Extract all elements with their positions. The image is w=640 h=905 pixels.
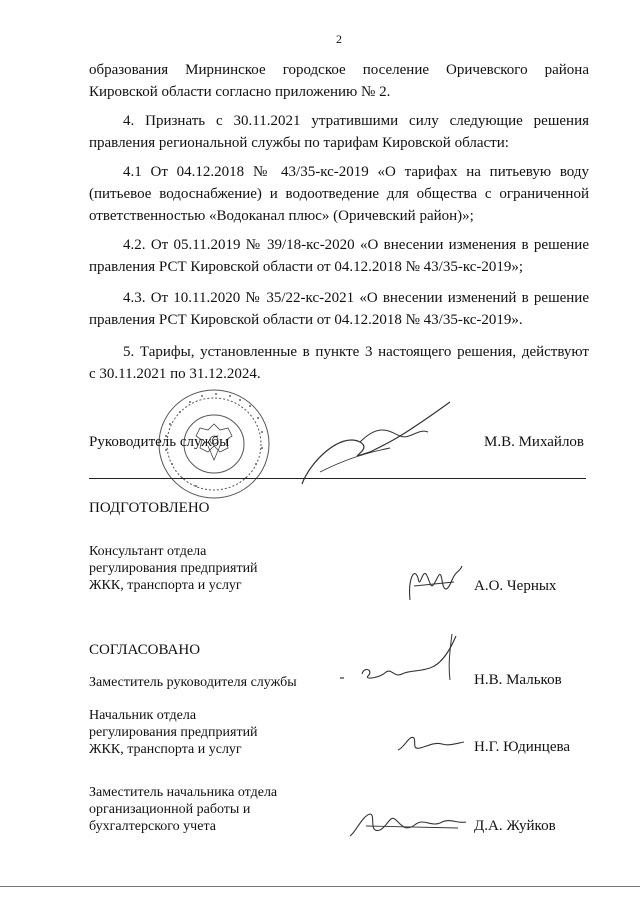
paragraph-3-line-2: (питьевое водоснабжение) и водоотведение для общества с ограниченной — [89, 186, 589, 202]
head-position: Руководитель службы — [89, 434, 230, 450]
paragraph-2-line-2: правления региональной службы по тарифам Кировской области: — [89, 135, 509, 151]
head-signature — [300, 392, 460, 492]
agreed-entry-3-position-line-3: бухгалтерского учета — [89, 819, 216, 834]
paragraph-4-line-1: 4.2. От 05.11.2019 № 39/18-кс-2020 «О внесении изменения в решение — [123, 237, 589, 253]
prepared-position-line-2: регулирования предприятий — [89, 561, 258, 576]
paragraph-2-line-1: 4. Признать с 30.11.2021 утратившими силу следующие решения — [123, 113, 589, 129]
agreed-entry-1-signature — [334, 630, 470, 690]
agreed-entry-1-position: Заместитель руководителя службы — [89, 675, 297, 690]
paragraph-3-line-1: 4.1 От 04.12.2018 № 43/35-кс-2019 «О тарифах на питьевую воду — [123, 164, 589, 180]
agreed-entry-2-name: Н.Г. Юдинцева — [474, 739, 571, 755]
page-number: 2 — [336, 32, 342, 46]
paragraph-3-line-3: ответственностью «Водоканал плюс» (Оричевский район)»; — [89, 208, 474, 224]
paragraph-5-line-1: 4.3. От 10.11.2020 № 35/22-кс-2021 «О внесении изменений в решение — [123, 290, 589, 306]
agreed-heading: СОГЛАСОВАНО — [89, 642, 201, 658]
footer-line — [0, 886, 640, 887]
agreed-entry-2-position-line-3: ЖКК, транспорта и услуг — [89, 742, 242, 757]
prepared-position-line-3: ЖКК, транспорта и услуг — [89, 578, 242, 593]
paragraph-1-line-2: Кировской области согласно приложению № 2. — [89, 84, 391, 100]
agreed-entry-1-name: Н.В. Мальков — [474, 672, 562, 688]
paragraph-6-line-1: 5. Тарифы, установленные в пункте 3 настоящего решения, действуют — [123, 344, 589, 360]
divider-line — [89, 478, 586, 479]
paragraph-1-line-1: образования Мирнинское городское поселение Оричевского района — [89, 62, 589, 78]
agreed-entry-2-signature — [394, 728, 468, 758]
paragraph-4-line-2: правления РСТ Кировской области от 04.12.2018 № 43/35-кс-2019»; — [89, 259, 524, 275]
agreed-entry-3-signature — [346, 806, 470, 842]
prepared-heading: ПОДГОТОВЛЕНО — [89, 500, 210, 516]
paragraph-6-line-2: с 30.11.2021 по 31.12.2024. — [89, 366, 261, 382]
agreed-entry-3-position-line-1: Заместитель начальника отдела — [89, 785, 278, 800]
prepared-position-line-1: Консультант отдела — [89, 544, 207, 559]
prepared-name: А.О. Черных — [474, 578, 557, 594]
head-name: М.В. Михайлов — [484, 434, 585, 450]
agreed-entry-3-position-line-2: организационной работы и — [89, 802, 251, 817]
prepared-signature — [404, 560, 466, 610]
paragraph-5-line-2: правления РСТ Кировской области от 04.12.2018 № 43/35-кс-2019». — [89, 312, 523, 328]
agreed-entry-2-position-line-1: Начальник отдела — [89, 708, 197, 723]
agreed-entry-2-position-line-2: регулирования предприятий — [89, 725, 258, 740]
agreed-entry-3-name: Д.А. Жуйков — [474, 818, 556, 834]
